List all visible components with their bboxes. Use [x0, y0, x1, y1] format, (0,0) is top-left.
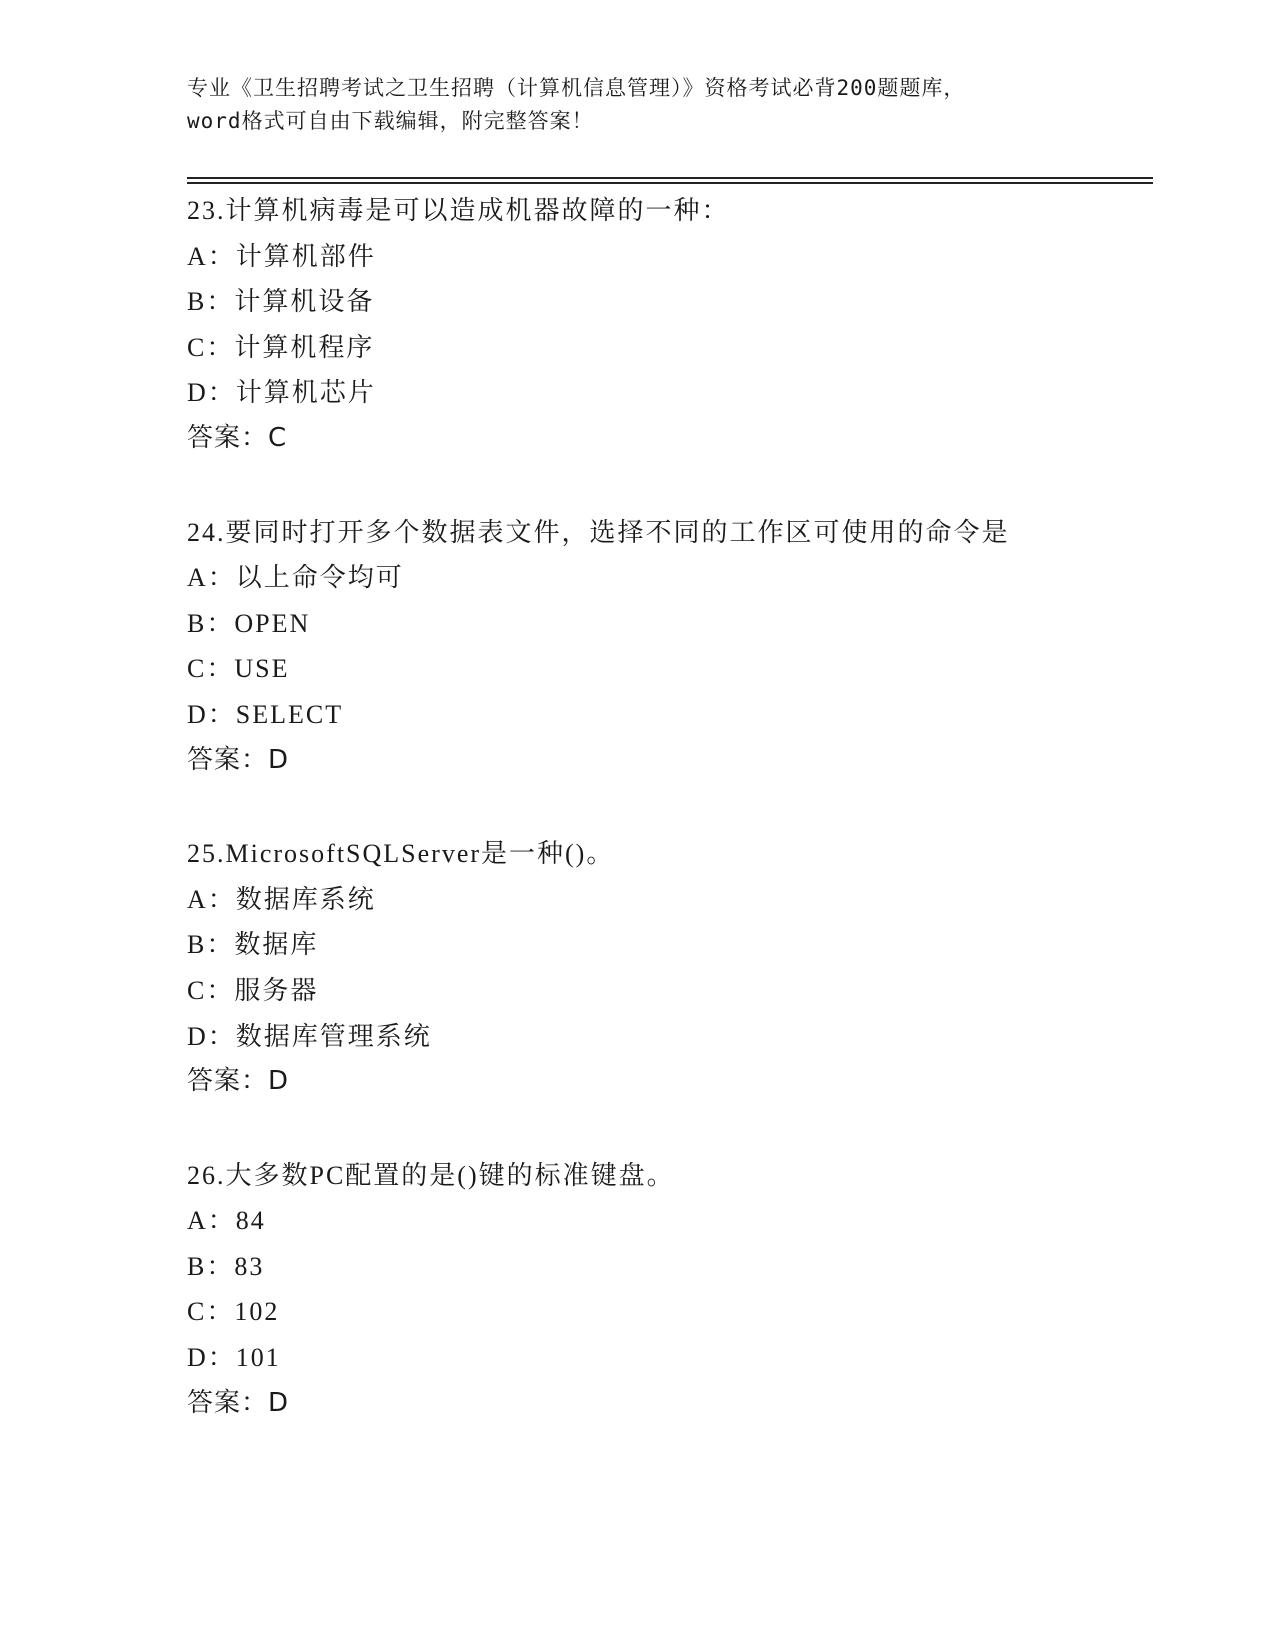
answer: 答案：D: [187, 744, 290, 775]
header-line-1: 专业《卫生招聘考试之卫生招聘（计算机信息管理）》资格考试必背200题题库，: [187, 76, 966, 100]
option-b: B：OPEN: [187, 608, 311, 638]
question-stem: 23.计算机病毒是可以造成机器故障的一种：: [187, 196, 730, 225]
header-divider-bottom: [187, 182, 1153, 184]
question-stem: 25.MicrosoftSQLServer是一种()。: [187, 839, 615, 869]
option-d: D：SELECT: [187, 699, 344, 729]
option-b: B：计算机设备: [187, 287, 375, 317]
document-header: [187, 72, 1087, 138]
header-divider-top: [187, 177, 1153, 179]
option-c: C：计算机程序: [187, 332, 375, 362]
answer: 答案：D: [187, 1066, 290, 1097]
option-c: C：102: [187, 1297, 280, 1327]
option-d: D：数据库管理系统: [187, 1021, 432, 1051]
question-list: [187, 188, 1153, 1474]
question-stem: 26.大多数PC配置的是()键的标准键盘。: [187, 1160, 675, 1190]
option-b: B：83: [187, 1251, 265, 1281]
question-26: [187, 1153, 1153, 1427]
option-a: A：计算机部件: [187, 241, 376, 271]
option-a: A：以上命令均可: [187, 563, 404, 593]
question-23: [187, 188, 1153, 462]
option-c: C：USE: [187, 654, 290, 684]
question-stem: 24.要同时打开多个数据表文件，选择不同的工作区可使用的命令是: [187, 517, 1010, 547]
option-a: A：数据库系统: [187, 884, 376, 914]
answer: 答案：D: [187, 1387, 290, 1418]
answer: 答案：C: [187, 422, 288, 453]
option-c: C：服务器: [187, 975, 319, 1005]
option-d: D：计算机芯片: [187, 378, 376, 408]
question-24: [187, 510, 1153, 784]
question-25: [187, 831, 1153, 1105]
header-line-2: word格式可自由下载编辑，附完整答案！: [187, 109, 594, 133]
option-a: A：84: [187, 1206, 266, 1236]
option-b: B：数据库: [187, 930, 319, 960]
option-d: D：101: [187, 1343, 281, 1373]
